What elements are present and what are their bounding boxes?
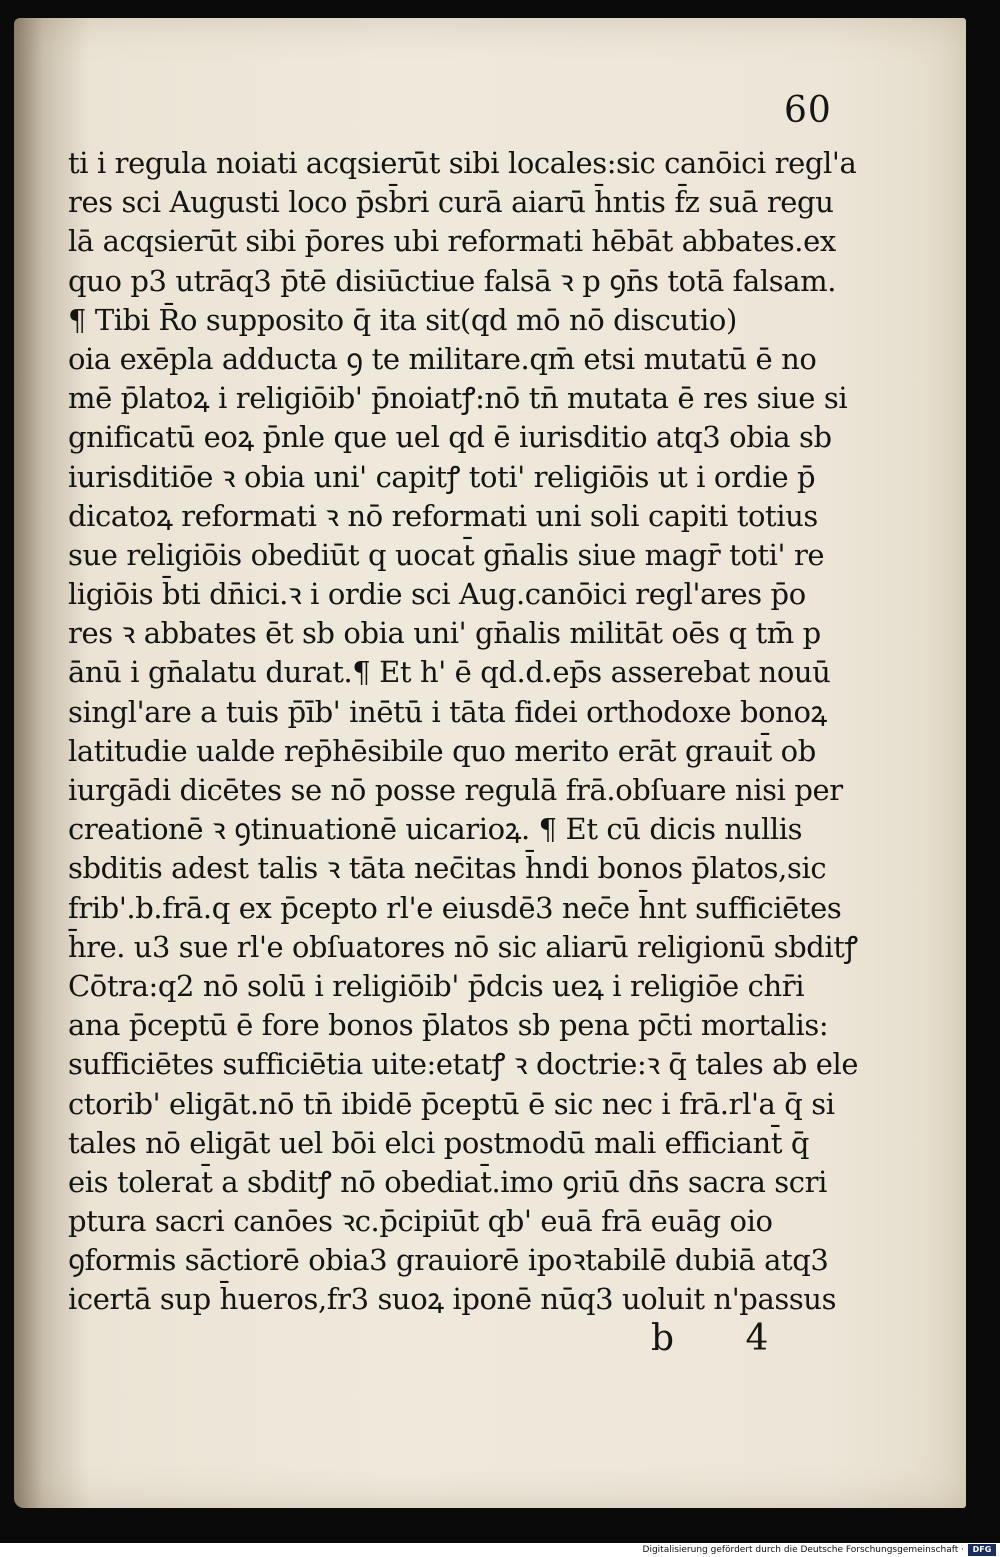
text-line: lā acqsierūt sibi p̄ores ubi reformati hēbāt abbates.ex (68, 224, 836, 259)
text-line: dicatoꝝ reformati ꝛ nō reformati uni soli capiti totius (68, 498, 818, 533)
text-line: frib'.b.frā.q ex p̄cepto rl'e eiusdē3 nec̄e h̄nt sufficiētes (68, 890, 842, 925)
text-line: creationē ꝛ ꝯtinuationē uicarioꝝ. ¶ Et cū dicis nullis (68, 812, 803, 847)
signature-mark: b 4 (651, 1318, 769, 1359)
text-block (68, 144, 858, 1320)
text-line: eis tolerat̄ a sbditꝭ nō obediat̄.imo ꝯriū dn̄s sacra scri (68, 1164, 827, 1199)
text-line: Cōtra:q2 nō solū i religiōib' p̄dcis ueꝝ i religiōe chr̄i (68, 968, 805, 1003)
text-line: iurgādi dicētes se nō posse regulā frā.obſuare nisi per (68, 773, 843, 807)
text-line: sue religiōis obediūt q uocat̄ gn̄alis siue magr̄ toti' re (68, 537, 825, 572)
text-line: ti i regula noiati acqsierūt sibi locales:sic canōici regl'a (68, 146, 857, 180)
text-line: ptura sacri canōes ꝛc.p̄cipiūt qb' euā frā euāg oio (68, 1204, 773, 1239)
text-line: res ꝛ abbates ēt sb obia uni' gn̄alis militāt oēs q tm̄ p (68, 616, 821, 651)
text-line: ana p̄ceptū ē fore bonos p̄latos sb pena pc̄ti mortalis: (68, 1008, 829, 1043)
page-number: 60 (784, 90, 832, 131)
text-line: sufficiētes sufficiētia uite:etatꝭ ꝛ doctrie:ꝛ q̄ tales ab ele (68, 1047, 859, 1082)
text-line: ligiōis b̄ti dn̄ici.ꝛ i ordie sci Aug.canōici regl'ares p̄o (68, 577, 806, 612)
text-line: ꝯformis sāctiorē obia3 grauiorē ipoꝛtabilē dubiā atq3 (68, 1243, 829, 1278)
text-line: mē p̄latoꝝ i religiōib' p̄noiatꝭ:nō tn̄ mutata ē res siue si (68, 381, 848, 416)
text-line: iurisditiōe ꝛ obia uni' capitꝭ toti' religiōis ut i ordie p̄ (68, 459, 816, 494)
text-line: latitudie ualde rep̄hēsibile quo merito erāt grauit̄ ob (68, 733, 816, 768)
text-line: ¶ Tibi R̄o supposito q̄ ita sit(qd mō nō discutio) (68, 302, 737, 337)
text-line: h̄re. u3 sue rl'e obſuatores nō sic aliarū religionū sbditꝭ (68, 929, 858, 964)
book-page (14, 18, 966, 1508)
dfg-logo: DFG (968, 1544, 996, 1556)
text-line: res sci Augusti loco p̄sb̄ri curā aiarū h̄ntis f̄z suā regu (68, 185, 834, 220)
text-line: quo p3 utrāq3 p̄tē disiūctiue falsā ꝛ p ꝯn̄s totā falsam. (68, 263, 837, 298)
text-line: ctorib' eligāt.nō tn̄ ibidē p̄ceptū ē sic nec i frā.rl'a q̄ si (68, 1086, 835, 1121)
text-line: ānū i gn̄alatu durat.¶ Et h' ē qd.d.ep̄s asserebat nouū (68, 655, 831, 690)
text-line: icertā sup h̄ueros,fr3 suoꝝ iponē nūq3 uoluit n'passus (68, 1282, 837, 1317)
funding-credit: Digitalisierung gefördert durch die Deutsche Forschungsgemeinschaft · (642, 1545, 964, 1555)
footer-bar (0, 1543, 1000, 1557)
text-line: sbditis adest talis ꝛ tāta nec̄itas h̄ndi bonos p̄latos,sic (68, 851, 827, 886)
text-line: singl'are a tuis p̄īb' inētū i tāta fidei orthodoxe bonoꝝ (68, 694, 827, 729)
text-line: oia exēpla adducta ꝯ te militare.qm̄ etsi mutatū ē no (68, 341, 817, 376)
text-line: tales nō eligāt uel bōi elci postmodū mali efficiant̄ q̄ (68, 1125, 810, 1160)
text-line: gnificatū eoꝝ p̄nle que uel qd ē iurisditio atq3 obia sb (68, 420, 832, 455)
